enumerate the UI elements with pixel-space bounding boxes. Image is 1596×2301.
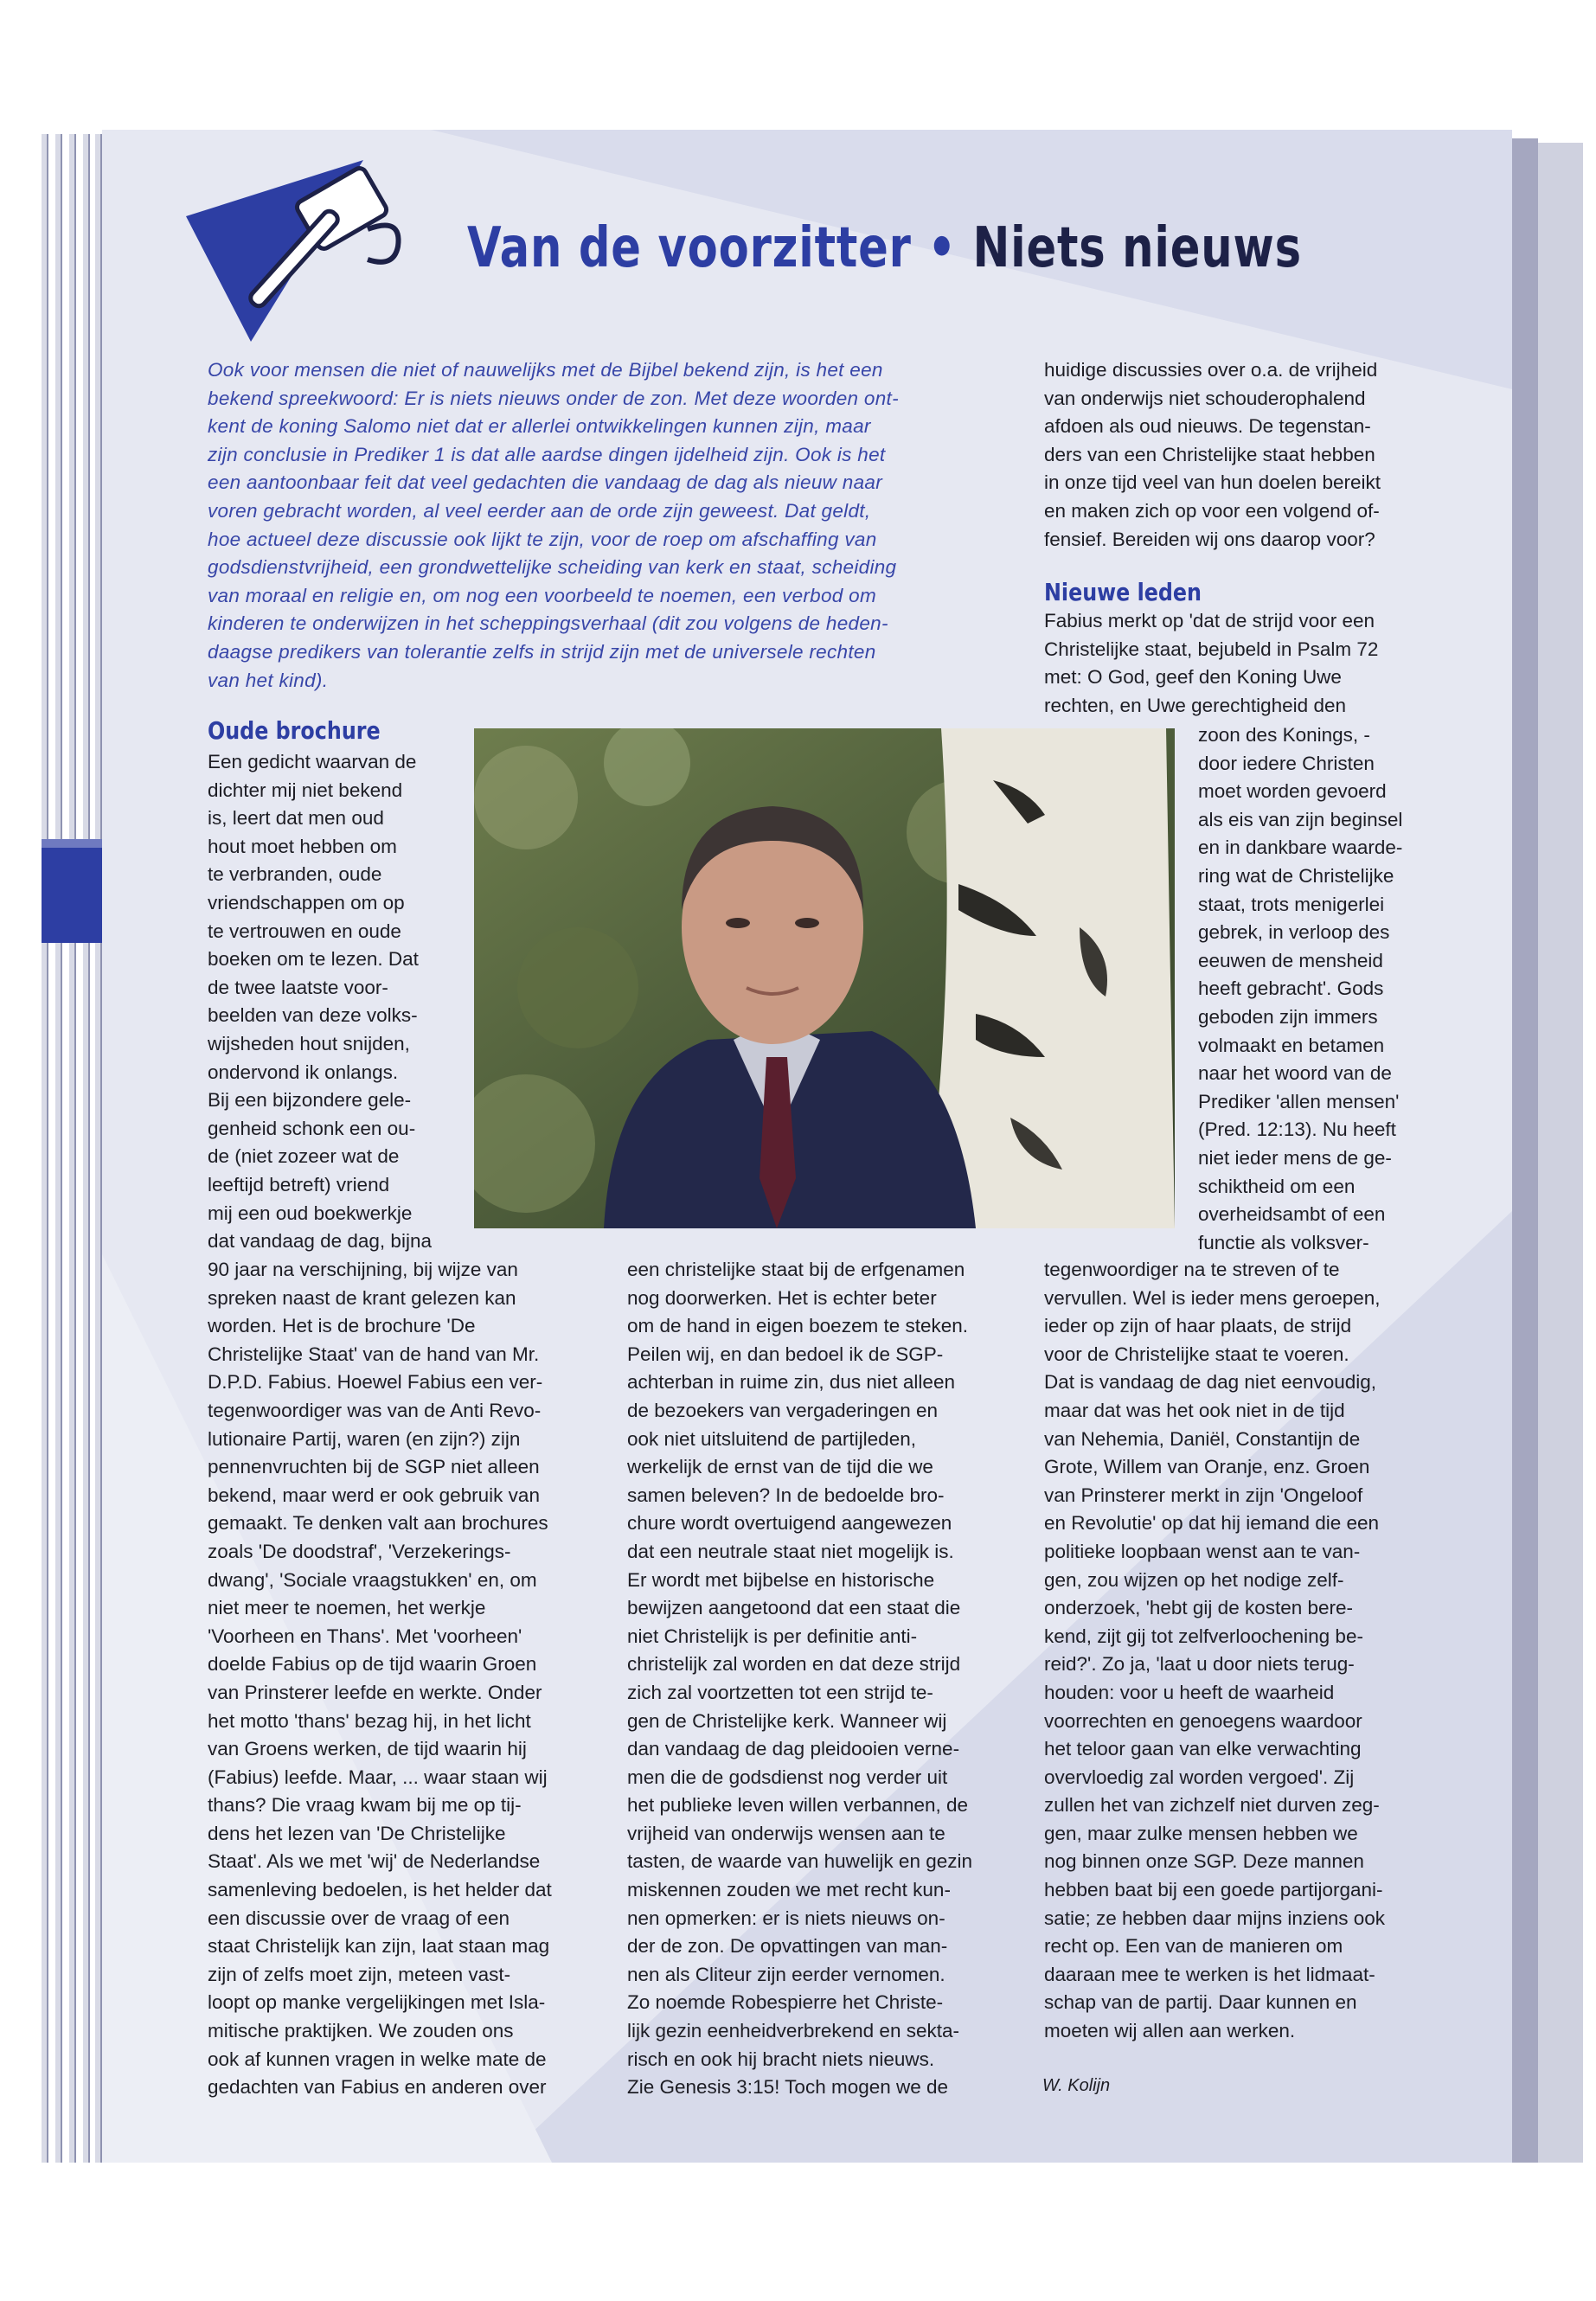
text-line: boeken om te lezen. Dat xyxy=(208,948,419,971)
text-line: hebben baat bij een goede partijorgani- xyxy=(1044,1879,1383,1901)
text-line: vrijheid van onderwijs wensen aan te xyxy=(627,1822,945,1844)
portrait-photo xyxy=(474,728,1175,1228)
text-line: satie; ze hebben daar mijns inziens ook xyxy=(1044,1907,1385,1929)
text-line: het teloor gaan van elke verwachting xyxy=(1044,1738,1362,1760)
text-line: gen, maar zulke mensen hebben we xyxy=(1044,1822,1358,1844)
text-line: mij een oud boekwerkje xyxy=(208,1202,413,1224)
text-line: zullen het van zichzelf niet durven zeg- xyxy=(1044,1794,1380,1817)
intro-line: hoe actueel deze discussie ook lijkt te zijn, voor de roep om afschaffing van xyxy=(208,528,877,550)
text-line: zoon des Konings, - xyxy=(1198,724,1370,746)
text-line: een discussie over de vraag of een xyxy=(208,1907,510,1929)
intro-line: van het kind). xyxy=(208,669,329,691)
text-line: lijk gezin eenheidverbrekend en sekta- xyxy=(627,2020,959,2042)
page-edge xyxy=(95,134,102,2163)
text-line: bekend, maar werd er ook gebruik van xyxy=(208,1484,540,1506)
text-line: niet meer te noemen, het werkje xyxy=(208,1597,486,1619)
text-line: werkelijk de ernst van de tijd die we xyxy=(627,1456,933,1478)
text-line: nen als Cliteur zijn eerder vernomen. xyxy=(627,1963,945,1985)
text-line: chure wordt overtuigend aangewezen xyxy=(627,1512,952,1535)
text-line: het publieke leven willen verbannen, de xyxy=(627,1794,969,1817)
text-line: ook niet uitsluitend de partijleden, xyxy=(627,1427,916,1450)
text-line: achterban in ruime zin, dus niet alleen xyxy=(627,1371,955,1394)
text-line: 90 jaar na verschijning, bij wijze van xyxy=(208,1259,518,1280)
text-line: schiktheid om een xyxy=(1198,1175,1356,1197)
text-line: en maken zich op voor een volgend of- xyxy=(1044,499,1380,522)
text-line: leeftijd betreft) vriend xyxy=(208,1173,390,1195)
text-line: (Pred. 12:13). Nu heeft xyxy=(1198,1118,1396,1141)
intro-line: godsdienstvrijheid, een grondwettelijke scheiding van kerk en staat, scheiding xyxy=(208,556,897,579)
text-line: gebrek, in verloop des xyxy=(1198,921,1390,944)
column-2-text xyxy=(627,1256,1034,2102)
intro-line: bekend spreekwoord: Er is niets nieuws onder de zon. Met deze woorden ont- xyxy=(208,387,899,409)
text-line: is, leert dat men oud xyxy=(208,807,384,830)
text-line: voor de Christelijke staat te voeren. xyxy=(1044,1343,1349,1365)
magazine-spine xyxy=(1512,138,1538,2163)
text-line: maar dat was het ook niet in de tijd xyxy=(1044,1399,1345,1421)
page-title xyxy=(467,216,1302,280)
text-line: nen opmerken: er is niets nieuws on- xyxy=(627,1907,945,1929)
text-line: onderzoek, 'hebt gij de kosten bere- xyxy=(1044,1597,1354,1619)
text-line: Er wordt met bijbelse en historische xyxy=(627,1568,935,1591)
page-edge xyxy=(83,134,90,2163)
column-1-text xyxy=(208,1256,606,2102)
intro-line: een aantoonbaar feit dat veel gedachten die vandaag de dag als nieuw naar xyxy=(208,471,882,494)
text-line: der de zon. De opvattingen van man- xyxy=(627,1935,948,1958)
text-line: niet Christelijk is per definitie anti- xyxy=(627,1625,918,1647)
text-line: reid?'. Zo ja, 'laat u door niets terug- xyxy=(1044,1653,1355,1676)
text-line: overheidsambt of een xyxy=(1198,1203,1386,1226)
text-line: thans? Die vraag kwam bij me op tij- xyxy=(208,1794,522,1817)
text-line: dan vandaag de dag pleidooien verne- xyxy=(627,1738,960,1760)
text-line: worden. Het is de brochure 'De xyxy=(208,1315,476,1337)
text-line: voorrechten en genoegens waardoor xyxy=(1044,1709,1362,1732)
text-line: ieder op zijn of haar plaats, de strijd xyxy=(1044,1315,1352,1337)
text-line: nog doorwerken. Het is echter beter xyxy=(627,1286,937,1309)
text-line: van Nehemia, Daniël, Constantijn de xyxy=(1044,1427,1361,1450)
text-line: D.P.D. Fabius. Hoewel Fabius een ver- xyxy=(208,1371,543,1394)
page-edge xyxy=(55,134,62,2163)
text-line: als eis van zijn beginsel xyxy=(1198,808,1403,830)
heading-nieuwe-leden: Nieuwe leden xyxy=(1044,578,1202,606)
text-line: naar het woord van de xyxy=(1198,1062,1392,1085)
intro-paragraph xyxy=(208,356,1016,695)
text-line: lutionaire Partij, waren (en zijn?) zijn xyxy=(208,1427,521,1450)
text-line: houden: voor u heeft de waarheid xyxy=(1044,1681,1335,1703)
text-line: samen beleven? In de bedoelde bro- xyxy=(627,1484,945,1506)
text-line: loopt op manke vergelijkingen met Isla- xyxy=(208,1991,546,2014)
intro-line: van moraal en religie en, om nog een voorbeeld te noemen, een verbod om xyxy=(208,584,877,606)
text-line: Zie Genesis 3:15! Toch mogen we de xyxy=(627,2076,949,2099)
text-line: overvloedig zal worden vergoed'. Zij xyxy=(1044,1766,1355,1788)
text-line: moeten wij allen aan werken. xyxy=(1044,2020,1296,2042)
text-line: te vertrouwen en oude xyxy=(208,920,401,942)
intro-line: Ook voor mensen die niet of nauwelijks met de Bijbel bekend zijn, is het een xyxy=(208,359,883,381)
text-line: geboden zijn immers xyxy=(1198,1005,1378,1028)
text-line: risch en ook hij bracht niets nieuws. xyxy=(627,2048,935,2070)
text-line: Grote, Willem van Oranje, enz. Groen xyxy=(1044,1456,1370,1478)
intro-line: zijn conclusie in Prediker 1 is dat alle aardse dingen ijdelheid zijn. Ook is het xyxy=(208,443,886,465)
text-line: van onderwijs niet schouderophalend xyxy=(1044,387,1366,409)
text-line: door iedere Christen xyxy=(1198,752,1375,774)
text-line: Een gedicht waarvan de xyxy=(208,751,417,772)
text-line: met: O God, geef den Koning Uwe xyxy=(1044,666,1342,689)
text-line: schap van de partij. Daar kunnen en xyxy=(1044,1991,1357,2014)
text-line: dat vandaag de dag, bijna xyxy=(208,1230,432,1253)
text-line: gen de Christelijke kerk. Wanneer wij xyxy=(627,1709,947,1732)
text-line: te verbranden, oude xyxy=(208,863,382,886)
text-line: functie als volksver- xyxy=(1198,1231,1369,1253)
facing-page-edge xyxy=(1538,143,1583,2163)
text-line: hout moet hebben om xyxy=(208,835,397,857)
text-line: miskennen zouden we met recht kun- xyxy=(627,1879,951,1901)
intro-line: daagse predikers van tolerantie zelfs in strijd zijn met de universele rechten xyxy=(208,640,876,663)
column-3-top-text xyxy=(1044,356,1459,554)
text-line: pennenvruchten bij de SGP niet alleen xyxy=(208,1456,540,1478)
page-edge xyxy=(69,134,76,2163)
text-line: (Fabius) leefde. Maar, ... waar staan wij xyxy=(208,1766,548,1788)
text-line: ondervond ik onlangs. xyxy=(208,1061,399,1083)
text-line: gedachten van Fabius en anderen over xyxy=(208,2076,547,2099)
text-line: zich zal voortzetten tot een strijd te- xyxy=(627,1681,933,1703)
text-line: de twee laatste voor- xyxy=(208,976,388,998)
text-line: nog binnen onze SGP. Deze mannen xyxy=(1044,1850,1364,1873)
column-3-text xyxy=(1044,1256,1459,2046)
heading-oude-brochure: Oude brochure xyxy=(208,716,381,745)
text-line: wijsheden hout snijden, xyxy=(208,1032,410,1054)
text-line: doelde Fabius op de tijd waarin Groen xyxy=(208,1653,537,1676)
text-line: van Groens werken, de tijd waarin hij xyxy=(208,1738,527,1760)
text-line: Bij een bijzondere gele- xyxy=(208,1089,412,1112)
text-line: Staat'. Als we met 'wij' de Nederlandse xyxy=(208,1850,541,1873)
text-line: beelden van deze volks- xyxy=(208,1004,418,1027)
text-line: Peilen wij, en dan bedoel ik de SGP- xyxy=(627,1343,944,1365)
text-line: tegenwoordiger was van de Anti Revo- xyxy=(208,1399,542,1421)
text-line: moet worden gevoerd xyxy=(1198,780,1387,803)
text-line: volmaakt en betamen xyxy=(1198,1034,1385,1056)
text-line: vervullen. Wel is ieder mens geroepen, xyxy=(1044,1286,1381,1309)
text-line: staat Christelijk kan zijn, laat staan mag xyxy=(208,1935,550,1958)
page-edge xyxy=(42,134,48,2163)
text-line: bewijzen aangetoond dat een staat die xyxy=(627,1597,961,1619)
text-line: gemaakt. Te denken valt aan brochures xyxy=(208,1512,548,1535)
text-line: de bezoekers van vergaderingen en xyxy=(627,1399,939,1421)
text-line: zoals 'De doodstraf', 'Verzekerings- xyxy=(208,1540,511,1562)
intro-line: kent de koning Salomo niet dat er allerlei ontwikkelingen kunnen zijn, maar xyxy=(208,415,871,438)
text-line: eeuwen de mensheid xyxy=(1198,949,1383,971)
text-line: genheid schonk een ou- xyxy=(208,1117,416,1139)
text-line: Zo noemde Robespierre het Christe- xyxy=(627,1991,944,2014)
text-line: rechten, en Uwe gerechtigheid den xyxy=(1044,694,1346,716)
text-line: en Revolutie' op dat hij iemand die een xyxy=(1044,1512,1380,1535)
gavel-logo-icon xyxy=(182,156,415,346)
title-section: Van de voorzitter xyxy=(467,216,912,280)
title-separator: • xyxy=(927,216,957,280)
text-line: ders van een Christelijke staat hebben xyxy=(1044,443,1375,465)
text-line: recht op. Een van de manieren om xyxy=(1044,1935,1343,1958)
text-line: een christelijke staat bij de erfgenamen xyxy=(627,1259,965,1280)
title-article: Niets nieuws xyxy=(972,216,1302,280)
author-signature: W. Kolijn xyxy=(1042,2076,1111,2095)
text-line: de (niet zozeer wat de xyxy=(208,1145,400,1168)
text-line: politieke loopbaan wenst aan te van- xyxy=(1044,1540,1361,1562)
text-line: niet ieder mens de ge- xyxy=(1198,1146,1392,1169)
text-line: Fabius merkt op 'dat de strijd voor een xyxy=(1044,610,1375,631)
text-line: fensief. Bereiden wij ons daarop voor? xyxy=(1044,528,1375,550)
column-3-wide-text xyxy=(1044,607,1459,720)
text-line: staat, trots menigerlei xyxy=(1198,893,1385,915)
text-line: christelijk zal worden en dat deze strijd xyxy=(627,1653,961,1676)
text-line: heeft gebracht'. Gods xyxy=(1198,977,1384,1000)
text-line: afdoen als oud nieuws. De tegenstan- xyxy=(1044,415,1371,438)
intro-line: voren gebracht worden, al veel eerder aan de orde zijn geweest. Dat geldt, xyxy=(208,499,871,522)
text-line: kend, zijt gij tot zelfverloochening be- xyxy=(1044,1625,1363,1647)
text-line: ring wat de Christelijke xyxy=(1198,864,1394,887)
text-line: tegenwoordiger na te streven of te xyxy=(1044,1259,1340,1280)
text-line: Christelijke staat, bejubeld in Psalm 72 xyxy=(1044,638,1379,660)
text-line: en in dankbare waarde- xyxy=(1198,836,1403,859)
text-line: dichter mij niet bekend xyxy=(208,779,403,801)
text-line: 'Voorheen en Thans'. Met 'voorheen' xyxy=(208,1625,522,1647)
text-line: vriendschappen om op xyxy=(208,891,405,913)
text-line: om de hand in eigen boezem te steken. xyxy=(627,1315,969,1337)
text-line: huidige discussies over o.a. de vrijheid xyxy=(1044,359,1378,381)
text-line: daaraan mee te werken is het lidmaat- xyxy=(1044,1963,1375,1985)
column-3-narrow-text xyxy=(1198,721,1458,1257)
text-line: Christelijke Staat' van de hand van Mr. xyxy=(208,1343,540,1365)
text-line: van Prinsterer leefde en werkte. Onder xyxy=(208,1681,542,1703)
text-line: Dat is vandaag de dag niet eenvoudig, xyxy=(1044,1371,1377,1394)
text-line: dens het lezen van 'De Christelijke xyxy=(208,1822,506,1844)
text-line: van Prinsterer merkt in zijn 'Ongeloof xyxy=(1044,1484,1363,1506)
text-line: gen, zou wijzen op het nodige zelf- xyxy=(1044,1568,1344,1591)
text-line: spreken naast de krant gelezen kan xyxy=(208,1286,516,1309)
text-line: dat een neutrale staat niet mogelijk is. xyxy=(627,1540,954,1562)
intro-line: kinderen te onderwijzen in het scheppingsverhaal (dit zou volgens de heden- xyxy=(208,612,888,635)
text-line: men die de godsdienst nog verder uit xyxy=(627,1766,948,1788)
text-line: samenleving bedoelen, is het helder dat xyxy=(208,1879,552,1901)
text-line: dwang', 'Sociale vraagstukken' en, om xyxy=(208,1568,537,1591)
text-line: Prediker 'allen mensen' xyxy=(1198,1090,1400,1112)
text-line: tasten, de waarde van huwelijk en gezin xyxy=(627,1850,973,1873)
text-line: ook af kunnen vragen in welke mate de xyxy=(208,2048,547,2070)
column-1-narrow-text xyxy=(208,748,467,1256)
text-line: zijn of zelfs moet zijn, meteen vast- xyxy=(208,1963,511,1985)
text-line: het motto 'thans' bezag hij, in het licht xyxy=(208,1709,531,1732)
text-line: mitische praktijken. We zouden ons xyxy=(208,2020,514,2042)
text-line: in onze tijd veel van hun doelen bereikt xyxy=(1044,471,1381,494)
